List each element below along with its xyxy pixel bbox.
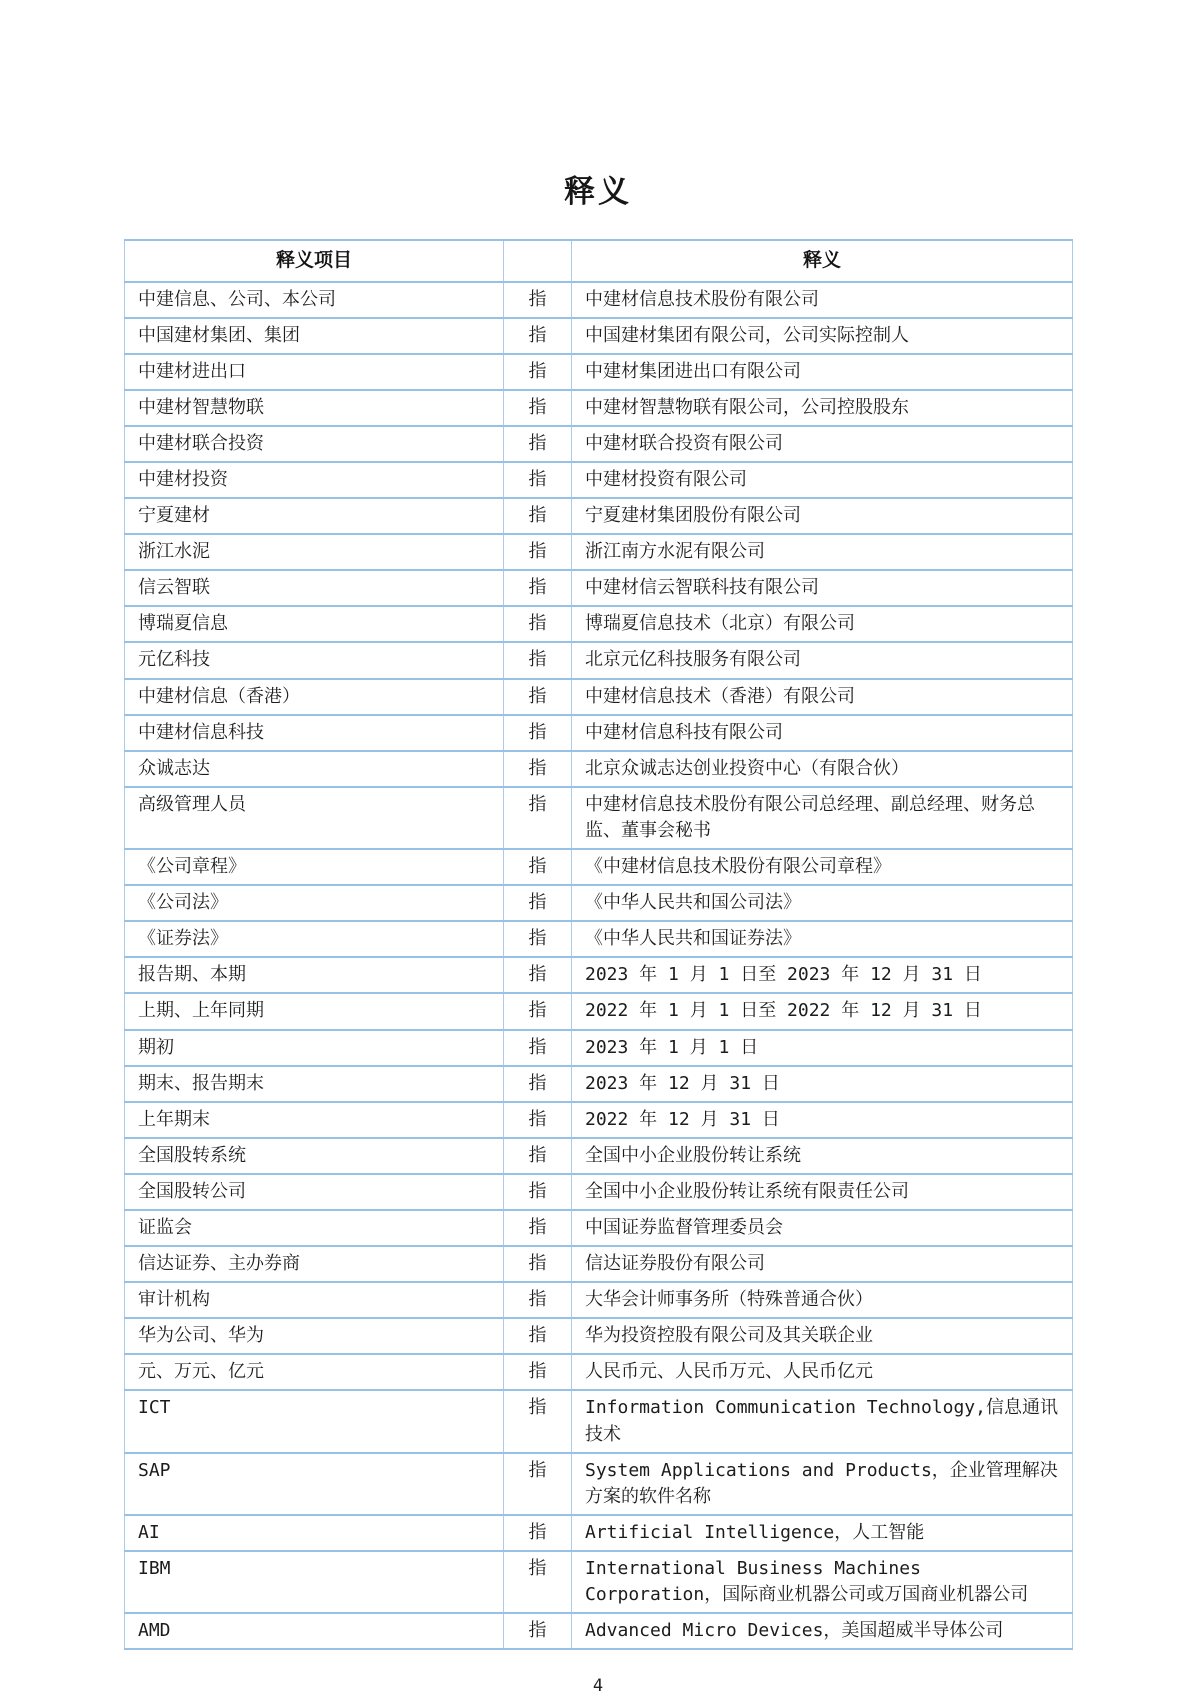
term-cell: 中建材投资 — [125, 462, 504, 498]
table-row — [125, 498, 1073, 534]
connector-cell: 指 — [504, 993, 572, 1029]
table-row — [125, 751, 1073, 787]
term-cell: 中建材信息（香港） — [125, 679, 504, 715]
definition-cell: 2023 年 1 月 1 日 — [572, 1030, 1073, 1066]
term-cell: 中建材进出口 — [125, 354, 504, 390]
definition-cell: 全国中小企业股份转让系统有限责任公司 — [572, 1174, 1073, 1210]
connector-cell: 指 — [504, 390, 572, 426]
connector-cell: 指 — [504, 957, 572, 993]
connector-cell: 指 — [504, 849, 572, 885]
term-cell: 《公司法》 — [125, 885, 504, 921]
table-row — [125, 1515, 1073, 1551]
definition-cell: 中建材投资有限公司 — [572, 462, 1073, 498]
term-cell: 证监会 — [125, 1210, 504, 1246]
connector-cell: 指 — [504, 570, 572, 606]
connector-cell: 指 — [504, 1613, 572, 1649]
term-cell: 期初 — [125, 1030, 504, 1066]
definition-cell: 华为投资控股有限公司及其关联企业 — [572, 1318, 1073, 1354]
definition-cell: Advanced Micro Devices，美国超威半导体公司 — [572, 1613, 1073, 1649]
connector-cell: 指 — [504, 1030, 572, 1066]
table-row — [125, 1613, 1073, 1649]
connector-cell: 指 — [504, 426, 572, 462]
connector-cell: 指 — [504, 1138, 572, 1174]
connector-cell: 指 — [504, 885, 572, 921]
definitions-table — [124, 239, 1073, 1650]
definition-cell: 中国建材集团有限公司，公司实际控制人 — [572, 318, 1073, 354]
connector-cell: 指 — [504, 462, 572, 498]
definition-cell: Artificial Intelligence，人工智能 — [572, 1515, 1073, 1551]
term-cell: 元、万元、亿元 — [125, 1354, 504, 1390]
connector-cell: 指 — [504, 751, 572, 787]
definition-cell: 2022 年 12 月 31 日 — [572, 1102, 1073, 1138]
definition-cell: 中建材联合投资有限公司 — [572, 426, 1073, 462]
definition-cell: 中建材信息科技有限公司 — [572, 715, 1073, 751]
col-header-term: 释义项目 — [125, 240, 504, 282]
connector-cell: 指 — [504, 715, 572, 751]
definition-cell: 中建材信云智联科技有限公司 — [572, 570, 1073, 606]
table-row — [125, 606, 1073, 642]
connector-cell: 指 — [504, 787, 572, 849]
connector-cell: 指 — [504, 921, 572, 957]
connector-cell: 指 — [504, 1515, 572, 1551]
definition-cell: 博瑞夏信息技术（北京）有限公司 — [572, 606, 1073, 642]
table-row — [125, 1174, 1073, 1210]
definition-cell: 中建材智慧物联有限公司，公司控股股东 — [572, 390, 1073, 426]
definition-cell: 北京元亿科技服务有限公司 — [572, 642, 1073, 678]
table-row — [125, 534, 1073, 570]
definition-cell: 信达证券股份有限公司 — [572, 1246, 1073, 1282]
term-cell: 报告期、本期 — [125, 957, 504, 993]
term-cell: 上期、上年同期 — [125, 993, 504, 1029]
term-cell: 信云智联 — [125, 570, 504, 606]
table-row — [125, 1354, 1073, 1390]
definition-cell: 中建材信息技术股份有限公司总经理、副总经理、财务总监、董事会秘书 — [572, 787, 1073, 849]
definition-cell: 人民币元、人民币万元、人民币亿元 — [572, 1354, 1073, 1390]
term-cell: SAP — [125, 1453, 504, 1515]
connector-cell: 指 — [504, 1354, 572, 1390]
term-cell: 宁夏建材 — [125, 498, 504, 534]
term-cell: 浙江水泥 — [125, 534, 504, 570]
connector-cell: 指 — [504, 1453, 572, 1515]
page-number: 4 — [592, 1676, 604, 1696]
definition-cell: 2023 年 12 月 31 日 — [572, 1066, 1073, 1102]
table-row — [125, 570, 1073, 606]
connector-cell: 指 — [504, 1066, 572, 1102]
connector-cell: 指 — [504, 1282, 572, 1318]
term-cell: 中建材联合投资 — [125, 426, 504, 462]
connector-cell: 指 — [504, 1102, 572, 1138]
term-cell: 众诚志达 — [125, 751, 504, 787]
table-row — [125, 390, 1073, 426]
connector-cell: 指 — [504, 318, 572, 354]
connector-cell: 指 — [504, 354, 572, 390]
connector-cell: 指 — [504, 282, 572, 318]
page-title: 释义 — [564, 174, 632, 210]
header-row — [125, 240, 1073, 282]
connector-cell: 指 — [504, 1210, 572, 1246]
term-cell: 期末、报告期末 — [125, 1066, 504, 1102]
term-cell: 中建材信息科技 — [125, 715, 504, 751]
term-cell: 全国股转系统 — [125, 1138, 504, 1174]
definition-cell: 全国中小企业股份转让系统 — [572, 1138, 1073, 1174]
connector-cell: 指 — [504, 498, 572, 534]
term-cell: AMD — [125, 1613, 504, 1649]
connector-cell: 指 — [504, 534, 572, 570]
table-row — [125, 885, 1073, 921]
term-cell: 华为公司、华为 — [125, 1318, 504, 1354]
table-row — [125, 426, 1073, 462]
definition-cell: 2023 年 1 月 1 日至 2023 年 12 月 31 日 — [572, 957, 1073, 993]
table-row — [125, 1030, 1073, 1066]
connector-cell: 指 — [504, 1551, 572, 1613]
connector-cell: 指 — [504, 1390, 572, 1452]
col-header-connector — [504, 240, 572, 282]
table-row — [125, 1066, 1073, 1102]
definition-cell: 中建材信息技术股份有限公司 — [572, 282, 1073, 318]
table-row — [125, 1102, 1073, 1138]
connector-cell: 指 — [504, 1246, 572, 1282]
table-row — [125, 993, 1073, 1029]
table-header — [125, 240, 1073, 282]
definition-cell: 中国证券监督管理委员会 — [572, 1210, 1073, 1246]
table-row — [125, 921, 1073, 957]
term-cell: 《公司章程》 — [125, 849, 504, 885]
connector-cell: 指 — [504, 1318, 572, 1354]
term-cell: ICT — [125, 1390, 504, 1452]
term-cell: IBM — [125, 1551, 504, 1613]
term-cell: 中建材智慧物联 — [125, 390, 504, 426]
page-content — [124, 166, 1072, 1696]
term-cell: 上年期末 — [125, 1102, 504, 1138]
connector-cell: 指 — [504, 1174, 572, 1210]
table-row — [125, 354, 1073, 390]
definition-cell: 宁夏建材集团股份有限公司 — [572, 498, 1073, 534]
definition-cell: 浙江南方水泥有限公司 — [572, 534, 1073, 570]
term-cell: 高级管理人员 — [125, 787, 504, 849]
col-header-definition: 释义 — [572, 240, 1073, 282]
term-cell: 信达证券、主办券商 — [125, 1246, 504, 1282]
table-row — [125, 1138, 1073, 1174]
definition-cell: 2022 年 1 月 1 日至 2022 年 12 月 31 日 — [572, 993, 1073, 1029]
definition-cell: 《中华人民共和国公司法》 — [572, 885, 1073, 921]
table-row — [125, 679, 1073, 715]
definition-cell: 中建材集团进出口有限公司 — [572, 354, 1073, 390]
definition-cell: System Applications and Products，企业管理解决方案的软件名称 — [572, 1453, 1073, 1515]
table-row — [125, 462, 1073, 498]
table-row — [125, 1551, 1073, 1613]
connector-cell: 指 — [504, 642, 572, 678]
table-row — [125, 642, 1073, 678]
term-cell: 元亿科技 — [125, 642, 504, 678]
table-row — [125, 957, 1073, 993]
term-cell: 全国股转公司 — [125, 1174, 504, 1210]
definition-cell: International Business Machines Corporation，国际商业机器公司或万国商业机器公司 — [572, 1551, 1073, 1613]
term-cell: 审计机构 — [125, 1282, 504, 1318]
term-cell: 中国建材集团、集团 — [125, 318, 504, 354]
table-row — [125, 849, 1073, 885]
term-cell: 《证券法》 — [125, 921, 504, 957]
definition-cell: 《中建材信息技术股份有限公司章程》 — [572, 849, 1073, 885]
connector-cell: 指 — [504, 606, 572, 642]
definition-cell: 《中华人民共和国证券法》 — [572, 921, 1073, 957]
table-row — [125, 715, 1073, 751]
term-cell: 博瑞夏信息 — [125, 606, 504, 642]
table-row — [125, 787, 1073, 849]
definition-cell: 大华会计师事务所（特殊普通合伙） — [572, 1282, 1073, 1318]
table-row — [125, 318, 1073, 354]
definition-cell: Information Communication Technology,信息通讯技术 — [572, 1390, 1073, 1452]
table-row — [125, 1210, 1073, 1246]
table-row — [125, 1282, 1073, 1318]
table-row — [125, 1453, 1073, 1515]
table-row — [125, 1318, 1073, 1354]
connector-cell: 指 — [504, 679, 572, 715]
table-body — [125, 282, 1073, 1650]
definition-cell: 中建材信息技术（香港）有限公司 — [572, 679, 1073, 715]
term-cell: AI — [125, 1515, 504, 1551]
definition-cell: 北京众诚志达创业投资中心（有限合伙） — [572, 751, 1073, 787]
term-cell: 中建信息、公司、本公司 — [125, 282, 504, 318]
table-row — [125, 1390, 1073, 1452]
table-row — [125, 282, 1073, 318]
table-row — [125, 1246, 1073, 1282]
